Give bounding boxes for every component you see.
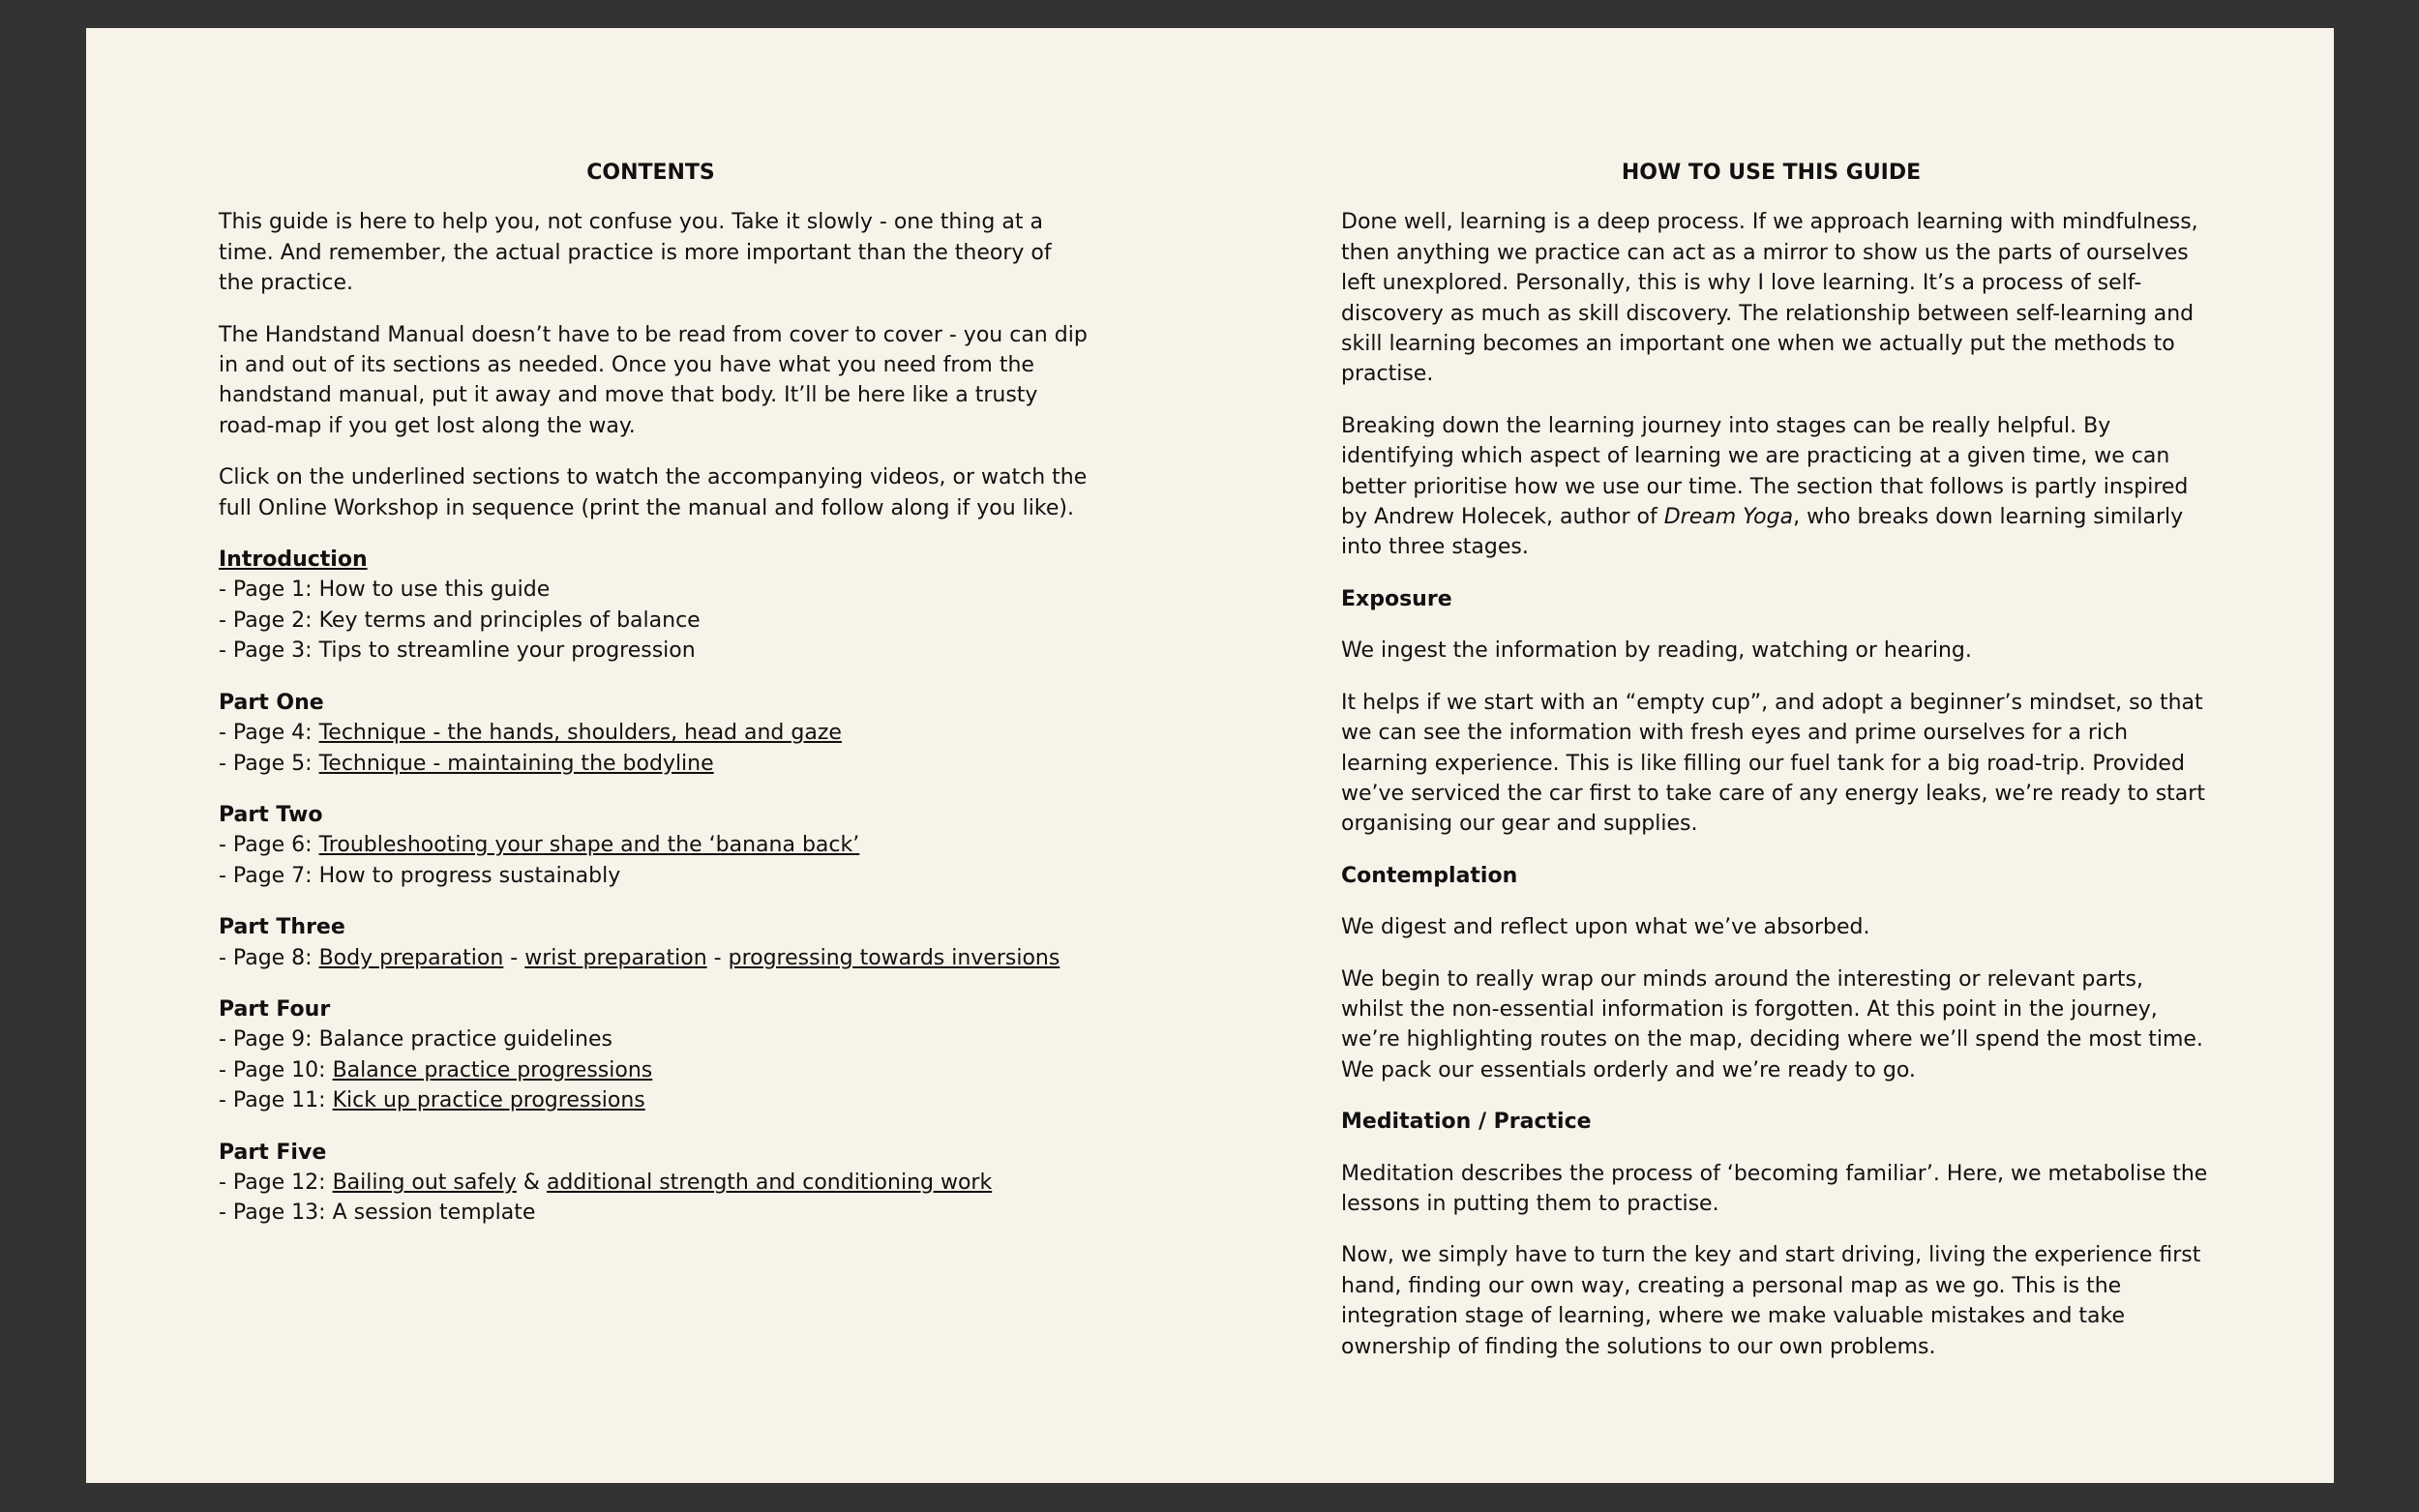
link-balance-progressions[interactable]: Balance practice progressions (332, 1057, 653, 1082)
part-one-title: Part One (219, 690, 324, 715)
toc-page-8-sep-1: - (503, 945, 525, 970)
toc-page-8 (219, 943, 1090, 973)
part-four-title: Part Four (219, 996, 331, 1022)
guide-paragraph-2-after: , who breaks down learning similarly into three stages. (1341, 505, 2184, 560)
introduction-title: Introduction (219, 548, 368, 573)
section-part-three (219, 912, 1090, 973)
toc-page-4-prefix: - Page 4: (219, 721, 319, 746)
guide-paragraph-1: Done well, learning is a deep process. If we approach learning with mindfulness, then anything we practice can act as a mirror to show us the parts of ourselves left unexplored. Personally, this is why I love learning. It’s a process of self-discovery as much as skill discovery. The relationship between self-learning and skill learning becomes an important one when we actually put the methods to practise. (1341, 210, 2198, 387)
book-title-dream-yoga: Dream Yoga (1663, 505, 1794, 530)
toc-page-11-prefix: - Page 11: (219, 1088, 333, 1113)
meditation-paragraph-1: Meditation describes the process of ‘becoming familiar’. Here, we metabolise the lessons in putting them to practise. (1341, 1161, 2208, 1216)
section-introduction (219, 545, 1090, 667)
link-technique-bodyline[interactable]: Technique - maintaining the bodyline (318, 751, 714, 776)
part-two-title: Part Two (219, 802, 323, 827)
toc-page-4 (219, 718, 1090, 748)
link-kick-up-progressions[interactable]: Kick up practice progressions (332, 1088, 645, 1113)
toc-page-10-prefix: - Page 10: (219, 1057, 333, 1082)
part-three-title: Part Three (219, 915, 345, 940)
toc-page-8-prefix: - Page 8: (219, 945, 319, 970)
section-part-four (219, 994, 1090, 1116)
exposure-paragraph-1: We ingest the information by reading, watching or hearing. (1341, 638, 1972, 664)
exposure-paragraph-2: It helps if we start with an “empty cup”, and adopt a beginner’s mindset, so that we can see the information with fresh eyes and prime ourselves for a rich learning experience. This is like filling our fuel tank for a big road-trip. Provided we’ve serviced the car first to take care of any energy leaks, we’re ready to start organising our gear and supplies. (1341, 690, 2205, 837)
toc-page-12 (219, 1168, 1090, 1198)
toc-page-6 (219, 830, 1090, 860)
exposure-title: Exposure (1341, 586, 1452, 611)
how-to-use-heading: HOW TO USE THIS GUIDE (1621, 161, 1922, 185)
link-strength-conditioning[interactable]: additional strength and conditioning work (546, 1170, 993, 1195)
link-progressing-inversions[interactable]: progressing towards inversions (728, 945, 1060, 970)
link-body-preparation[interactable]: Body preparation (318, 945, 504, 970)
toc-page-8-sep-2: - (706, 945, 729, 970)
contents-column (219, 158, 1090, 1250)
toc-page-9: - Page 9: Balance practice guidelines (219, 1027, 612, 1052)
toc-page-6-prefix: - Page 6: (219, 833, 319, 858)
toc-page-10 (219, 1055, 1090, 1085)
toc-page-2: - Page 2: Key terms and principles of balance (219, 608, 701, 633)
contemplation-paragraph-2: We begin to really wrap our minds around the interesting or relevant parts, whilst the non-essential information is forgotten. At this point in the journey, we’re highlighting routes on the map, deciding where we’ll spend the most time. We pack our essentials orderly and we’re ready to go. (1341, 966, 2203, 1082)
toc-page-11 (219, 1085, 1090, 1115)
toc-page-12-prefix: - Page 12: (219, 1170, 333, 1195)
meditation-title: Meditation / Practice (1341, 1110, 1592, 1135)
toc-page-12-amp: & (516, 1170, 547, 1195)
intro-paragraph-2: The Handstand Manual doesn’t have to be read from cover to cover - you can dip in and out of its sections as needed. Once you have what you need from the handstand manual, put it away and move that body. It’ll be here like a trusty road-map if you get lost along the way. (219, 322, 1088, 438)
toc-page-5-prefix: - Page 5: (219, 751, 319, 776)
link-technique-hands[interactable]: Technique - the hands, shoulders, head and gaze (318, 721, 842, 746)
guide-paragraph-2-before: Breaking down the learning journey into stages can be really helpful. By identifying which aspect of learning we are practicing at a given time, we can better prioritise how we use our time. The section that follows is partly inspired by Andrew Holecek, author of (1341, 413, 2189, 530)
document-page (86, 28, 2334, 1483)
link-troubleshooting[interactable]: Troubleshooting your shape and the ‘banana back’ (318, 833, 860, 858)
intro-paragraph-3: Click on the underlined sections to watch the accompanying videos, or watch the full Online Workshop in sequence (print the manual and follow along if you like). (219, 465, 1088, 520)
contemplation-paragraph-1: We digest and reflect upon what we’ve absorbed. (1341, 915, 1870, 940)
toc-page-7: - Page 7: How to progress sustainably (219, 863, 621, 888)
guide-paragraph-2 (1341, 411, 2212, 563)
section-part-five (219, 1138, 1090, 1229)
toc-page-1: - Page 1: How to use this guide (219, 578, 551, 603)
intro-paragraph-1: This guide is here to help you, not confuse you. Take it slowly - one thing at a time. And remember, the actual practice is more important than the theory of the practice. (219, 210, 1052, 296)
part-five-title: Part Five (219, 1140, 327, 1165)
how-to-use-column (1341, 158, 2212, 1383)
section-part-two (219, 800, 1090, 891)
contents-heading: CONTENTS (586, 161, 715, 185)
link-wrist-preparation[interactable]: wrist preparation (524, 945, 707, 970)
section-part-one (219, 688, 1090, 779)
link-bailing-out[interactable]: Bailing out safely (332, 1170, 517, 1195)
toc-page-13: - Page 13: A session template (219, 1201, 536, 1226)
meditation-paragraph-2: Now, we simply have to turn the key and start driving, living the experience first hand, finding our own way, creating a personal map as we go. This is the integration stage of learning, where we make valuable mistakes and take ownership of finding the solutions to our own problems. (1341, 1243, 2201, 1359)
toc-page-5 (219, 749, 1090, 779)
contemplation-title: Contemplation (1341, 863, 1518, 888)
toc-page-3: - Page 3: Tips to streamline your progression (219, 638, 696, 664)
